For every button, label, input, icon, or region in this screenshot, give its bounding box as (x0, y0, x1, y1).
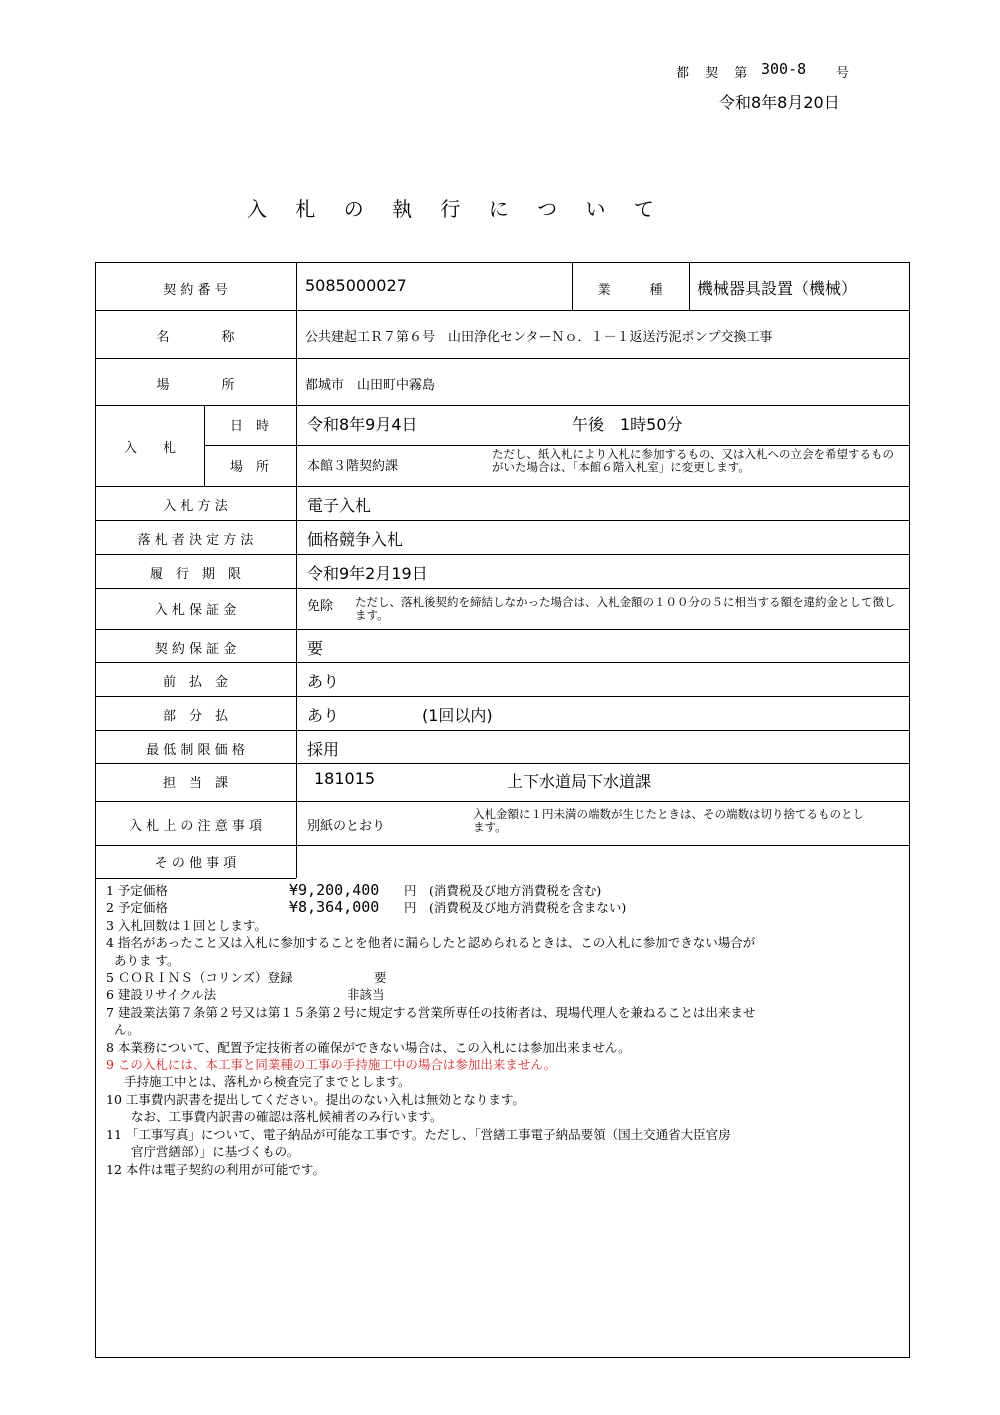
note-1-label: 1 予定価格 (106, 883, 168, 898)
note-1-unit: 円 (消費税及び地方消費税を含む) (404, 883, 602, 898)
note-1-amount: ¥9,200,400 (289, 881, 380, 899)
note-2-unit: 円 (消費税及び地方消費税を含まない) (404, 900, 627, 916)
row-divider (96, 878, 296, 879)
bid-date: 令和8年9月4日 (307, 415, 418, 434)
note-5 (106, 969, 755, 986)
contract-bond: 要 (307, 639, 324, 658)
note-5-value: 要 (374, 970, 387, 986)
caution: 別紙のとおり (307, 819, 386, 834)
document-date: 令和8年8月20日 (719, 93, 840, 112)
project-name: 公共建起工Ｒ７第６号 山田浄化センターＮｏ．１－１返送汚泥ポンプ交換工事 (305, 330, 773, 345)
note-7-cont: ん。 (114, 1022, 140, 1038)
venue: 本館３階契約課 (307, 459, 399, 474)
note-1 (106, 882, 755, 899)
place-label: 場 所 (156, 378, 235, 393)
other-label: そ の 他 事 項 (154, 856, 237, 871)
note-11-cont: 官庁営繕部）」に基づくもの。 (131, 1144, 300, 1160)
row-divider (96, 662, 909, 663)
min-price-label: 最 低 制 限 価 格 (146, 743, 245, 758)
note-11: 11 「工事写真」について、電子納品が可能な工事です。ただし、「営繕工事電子納品要領（国土交通省大臣官房 (106, 1126, 731, 1142)
row-divider (96, 730, 909, 731)
note-2-label: 2 予定価格 (106, 900, 168, 916)
row-divider (96, 520, 909, 521)
bid-bond-label: 入 札 保 証 金 (154, 603, 237, 618)
contract-number: 5085000027 (305, 276, 407, 295)
industry-label: 業 種 (597, 283, 663, 298)
caution-label: 入 札 上 の 注 意 事 項 (129, 819, 262, 834)
note-7: 7 建設業法第７条第２号又は第１５条第２号に規定する営業所専任の技術者は、現場代理人を兼ねることは出来ませ (106, 1004, 756, 1020)
deadline-label: 履 行 期 限 (149, 567, 241, 582)
other-notes (106, 882, 755, 1178)
row-divider (204, 445, 909, 446)
note-4: 4 指名があったこと又は入札に参加することを他者に漏らしたと認められるときは、この入札に参加できない場合が (106, 935, 756, 951)
partial-label: 部 分 払 (162, 709, 228, 724)
note-6 (106, 986, 755, 1003)
advance-label: 前 払 金 (162, 675, 228, 690)
contract-bond-label: 契 約 保 証 金 (154, 642, 237, 657)
row-divider (96, 763, 909, 764)
min-price: 採用 (307, 740, 340, 759)
venue-label: 場 所 (229, 460, 269, 475)
dept-code: 181015 (314, 769, 376, 788)
industry: 機械器具設置（機械） (697, 279, 858, 298)
row-divider (96, 845, 909, 846)
partial-payment: あり (307, 706, 340, 725)
note-6-label: 6 建設リサイクル法 (106, 987, 217, 1003)
bid-bond-note: ただし、落札後契約を締結しなかった場合は、入札金額の１００分の５に相当する額を違約金として徴します。 (355, 595, 896, 622)
note-10-cont: なお、工事費内訳書の確認は落札候補者のみ行います。 (131, 1109, 443, 1125)
page-title: 入 札 の 執 行 に つ い て (247, 197, 665, 221)
bid-method: 電子入札 (307, 496, 372, 515)
bid-bond: 免除 (307, 599, 334, 614)
note-3: 3 入札回数は１回とします。 (106, 917, 267, 933)
project-place: 都城市 山田町中霧島 (305, 378, 436, 393)
note-8: 8 本業務について、配置予定技術者の確保ができない場合は、この入札には参加出来ません。 (106, 1039, 631, 1055)
row-divider (96, 629, 909, 630)
row-divider (96, 696, 909, 697)
contract-number-label: 契 約 番 号 (163, 283, 228, 298)
note-9: 9 この入札には、本工事と同業種の工事の手持施工中の場合は参加出来ません。 (106, 1057, 557, 1073)
note-6-value: 非該当 (347, 987, 385, 1003)
datetime-label: 日 時 (229, 419, 269, 434)
note-2-amount: ¥8,364,000 (289, 898, 380, 917)
row-divider (96, 358, 909, 359)
partial-note: (1回以内) (422, 706, 493, 725)
method-label: 入 札 方 法 (163, 499, 228, 514)
row-divider (96, 486, 909, 487)
decision-method: 価格競争入札 (307, 530, 404, 549)
caution-note: 入札金額に１円未満の端数が生じたときは、その端数は切り捨てるものとします。 (473, 807, 864, 834)
deadline: 令和9年2月19日 (307, 564, 428, 583)
note-12: 12 本件は電子契約の利用が可能です。 (106, 1161, 325, 1177)
note-4-cont: ありま す。 (114, 952, 180, 968)
document-number-label: 都 契 第 (676, 66, 754, 81)
col-divider (689, 263, 690, 310)
decision-label: 落 札 者 決 定 方 法 (137, 533, 254, 548)
bid-label: 入 札 (123, 441, 176, 456)
row-divider (96, 405, 909, 406)
dept-name: 上下水道局下水道課 (507, 772, 652, 791)
note-5-label: 5 ＣＯＲＩＮＳ（コリンズ）登録 (106, 970, 293, 986)
note-9-cont: 手持施工中とは、落札から検査完了までとします。 (124, 1074, 411, 1090)
advance: あり (307, 672, 340, 691)
row-divider (96, 310, 909, 311)
row-divider (96, 801, 909, 802)
note-2 (106, 899, 755, 916)
bid-time: 午後 1時50分 (572, 415, 683, 434)
col-divider (296, 263, 297, 878)
dept-label: 担 当 課 (162, 776, 228, 791)
name-label: 名 称 (156, 330, 235, 345)
document-number: 300-8 (761, 60, 807, 78)
row-divider (96, 588, 909, 589)
note-10: 10 工事費内訳書を提出してください。提出のない入札は無効となります。 (106, 1091, 525, 1107)
row-divider (96, 554, 909, 555)
document-number-suffix: 号 (836, 66, 850, 81)
venue-note: ただし、紙入札により入札に参加するもの、又は入札への立会を希望するものがいた場合は、「本館６階入札室」に変更します。 (492, 447, 895, 474)
